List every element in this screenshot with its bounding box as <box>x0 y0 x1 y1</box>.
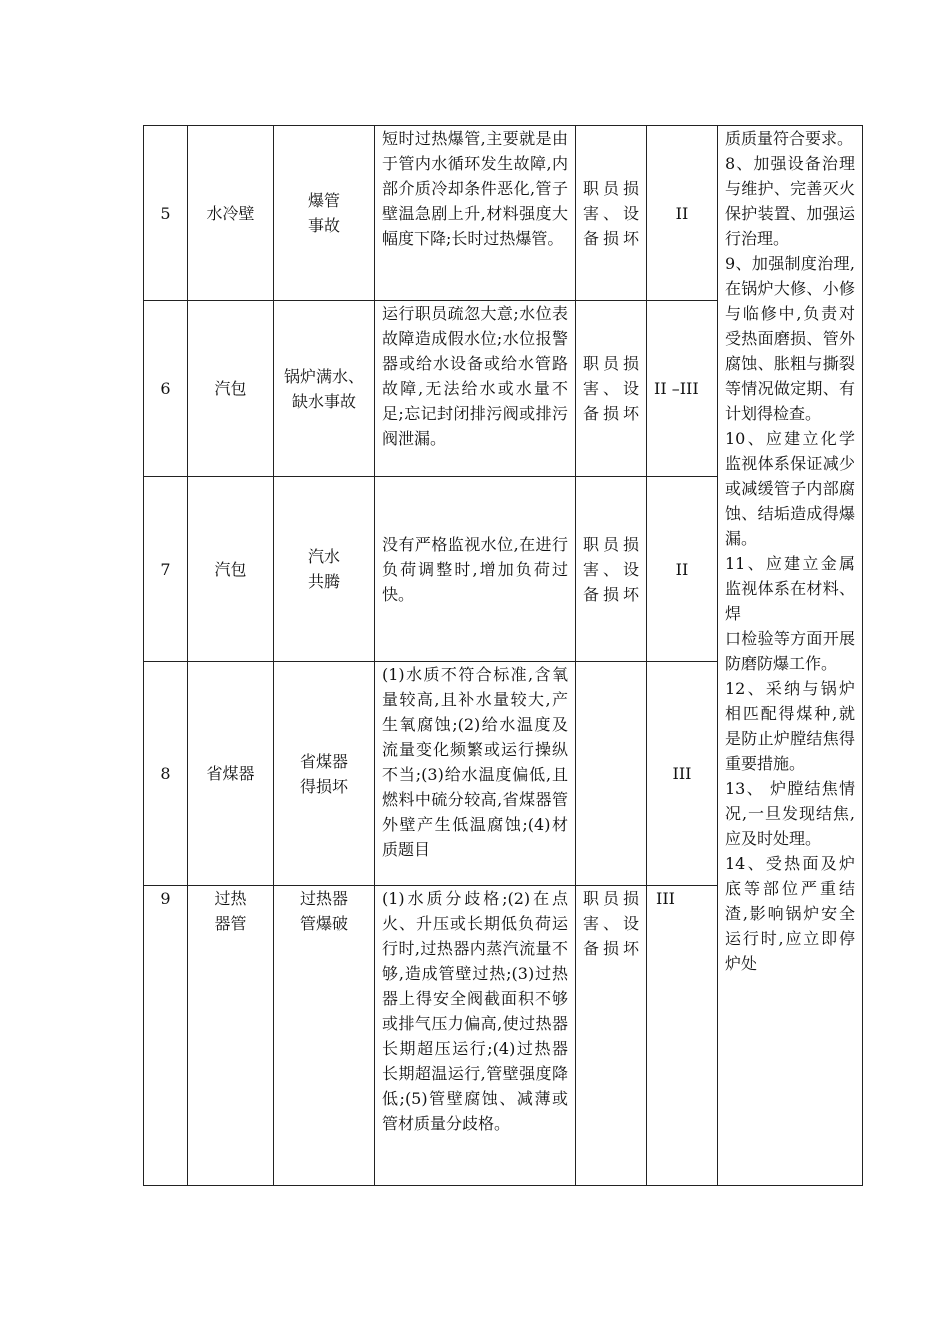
risk-level: II <box>647 477 718 662</box>
accident-cause: 短时过热爆管,主要就是由于管内水循环发生故障,内部介质冷却条件恶化,管子壁温急剧上升,材料强度大幅度下降;长时过热爆管。 <box>375 126 576 301</box>
consequence-text: 职员损害、设备损坏 <box>583 889 639 958</box>
equipment-part: 过热器管 <box>188 886 274 1186</box>
measure-item: 质质量符合要求。 <box>725 129 854 148</box>
measure-item: 8、加强设备治理与维护、完善灭火保护装置、加强运行治理。 <box>725 154 855 248</box>
table-row <box>144 126 863 301</box>
measure-item: 13、 炉膛结焦情况,一旦发现结焦,应及时处理。 <box>725 779 855 848</box>
measure-item: 10、应建立化学监视体系保证减少或减缓管子内部腐蚀、结垢造成得爆漏。 <box>725 429 855 548</box>
measure-item: 9、加强制度治理,在锅炉大修、小修与临修中,负责对受热面磨损、管外腐蚀、胀粗与撕裂等情况做定期、有计划得检查。 <box>725 254 855 423</box>
row-number: 7 <box>144 477 188 662</box>
row-number: 8 <box>144 662 188 886</box>
consequence-text: 职员损害、设备损坏 <box>583 534 639 604</box>
equipment-part: 汽包 <box>188 477 274 662</box>
consequence-cell <box>576 662 647 886</box>
risk-level: II <box>647 126 718 301</box>
accident-cause: (1)水质分歧格;(2)在点火、升压或长期低负荷运行时,过热器内蒸汽流量不够,造成管壁过热;(3)过热器上得安全阀截面积不够或排气压力偏高,使过热器长期超压运行;(4)过热器长期超温运行,管壁强度降低;(5)管壁腐蚀、减薄或管材质量分歧格。 <box>375 886 576 1186</box>
equipment-part: 汽包 <box>188 301 274 477</box>
risk-level: III <box>647 662 718 886</box>
measure-item: 14、受热面及炉底等部位严重结渣,影响锅炉安全运行时,应立即停炉处 <box>725 854 855 973</box>
consequence-cell <box>576 126 647 301</box>
measure-item: 口检验等方面开展防磨防爆工作。 <box>725 629 855 673</box>
hazard-table <box>143 125 863 1186</box>
prevention-measures <box>718 126 863 1186</box>
consequence-text: 职员损害、设备损坏 <box>583 354 639 423</box>
measure-item: 11、应建立金属监视体系在材料、焊 <box>725 554 855 623</box>
row-number: 5 <box>144 126 188 301</box>
consequence-cell <box>576 301 647 477</box>
risk-level: III <box>647 886 718 1186</box>
consequence-cell <box>576 886 647 1186</box>
accident-cause: 运行职员疏忽大意;水位表故障造成假水位;水位报警器或给水设备或给水管路故障,无法给水或水量不足;忘记封闭排污阀或排污阀泄漏。 <box>375 301 576 477</box>
consequence-cell <box>576 477 647 662</box>
accident-type: 爆管事故 <box>274 126 375 301</box>
accident-type: 过热器管爆破 <box>274 886 375 1186</box>
accident-cause: (1)水质不符合标准,含氧量较高,且补水量较大,产生氧腐蚀;(2)给水温度及流量变化频繁或运行操纵不当;(3)给水温度偏低,且燃料中硫分较高,省煤器管外壁产生低温腐蚀;(4)材质题目 <box>375 662 576 886</box>
equipment-part: 水冷壁 <box>188 126 274 301</box>
measure-item: 12、采纳与锅炉相匹配得煤种,就是防止炉膛结焦得重要措施。 <box>725 679 855 773</box>
consequence-text: 职员损害、设备损坏 <box>583 178 639 248</box>
accident-type: 汽水共腾 <box>274 477 375 662</box>
row-number: 9 <box>144 886 188 1186</box>
equipment-part: 省煤器 <box>188 662 274 886</box>
row-number: 6 <box>144 301 188 477</box>
accident-type: 省煤器得损坏 <box>274 662 375 886</box>
risk-level: II –III <box>647 301 718 477</box>
accident-cause: 没有严格监视水位,在进行负荷调整时,增加负荷过快。 <box>375 477 576 662</box>
accident-type: 锅炉满水、缺水事故 <box>274 301 375 477</box>
